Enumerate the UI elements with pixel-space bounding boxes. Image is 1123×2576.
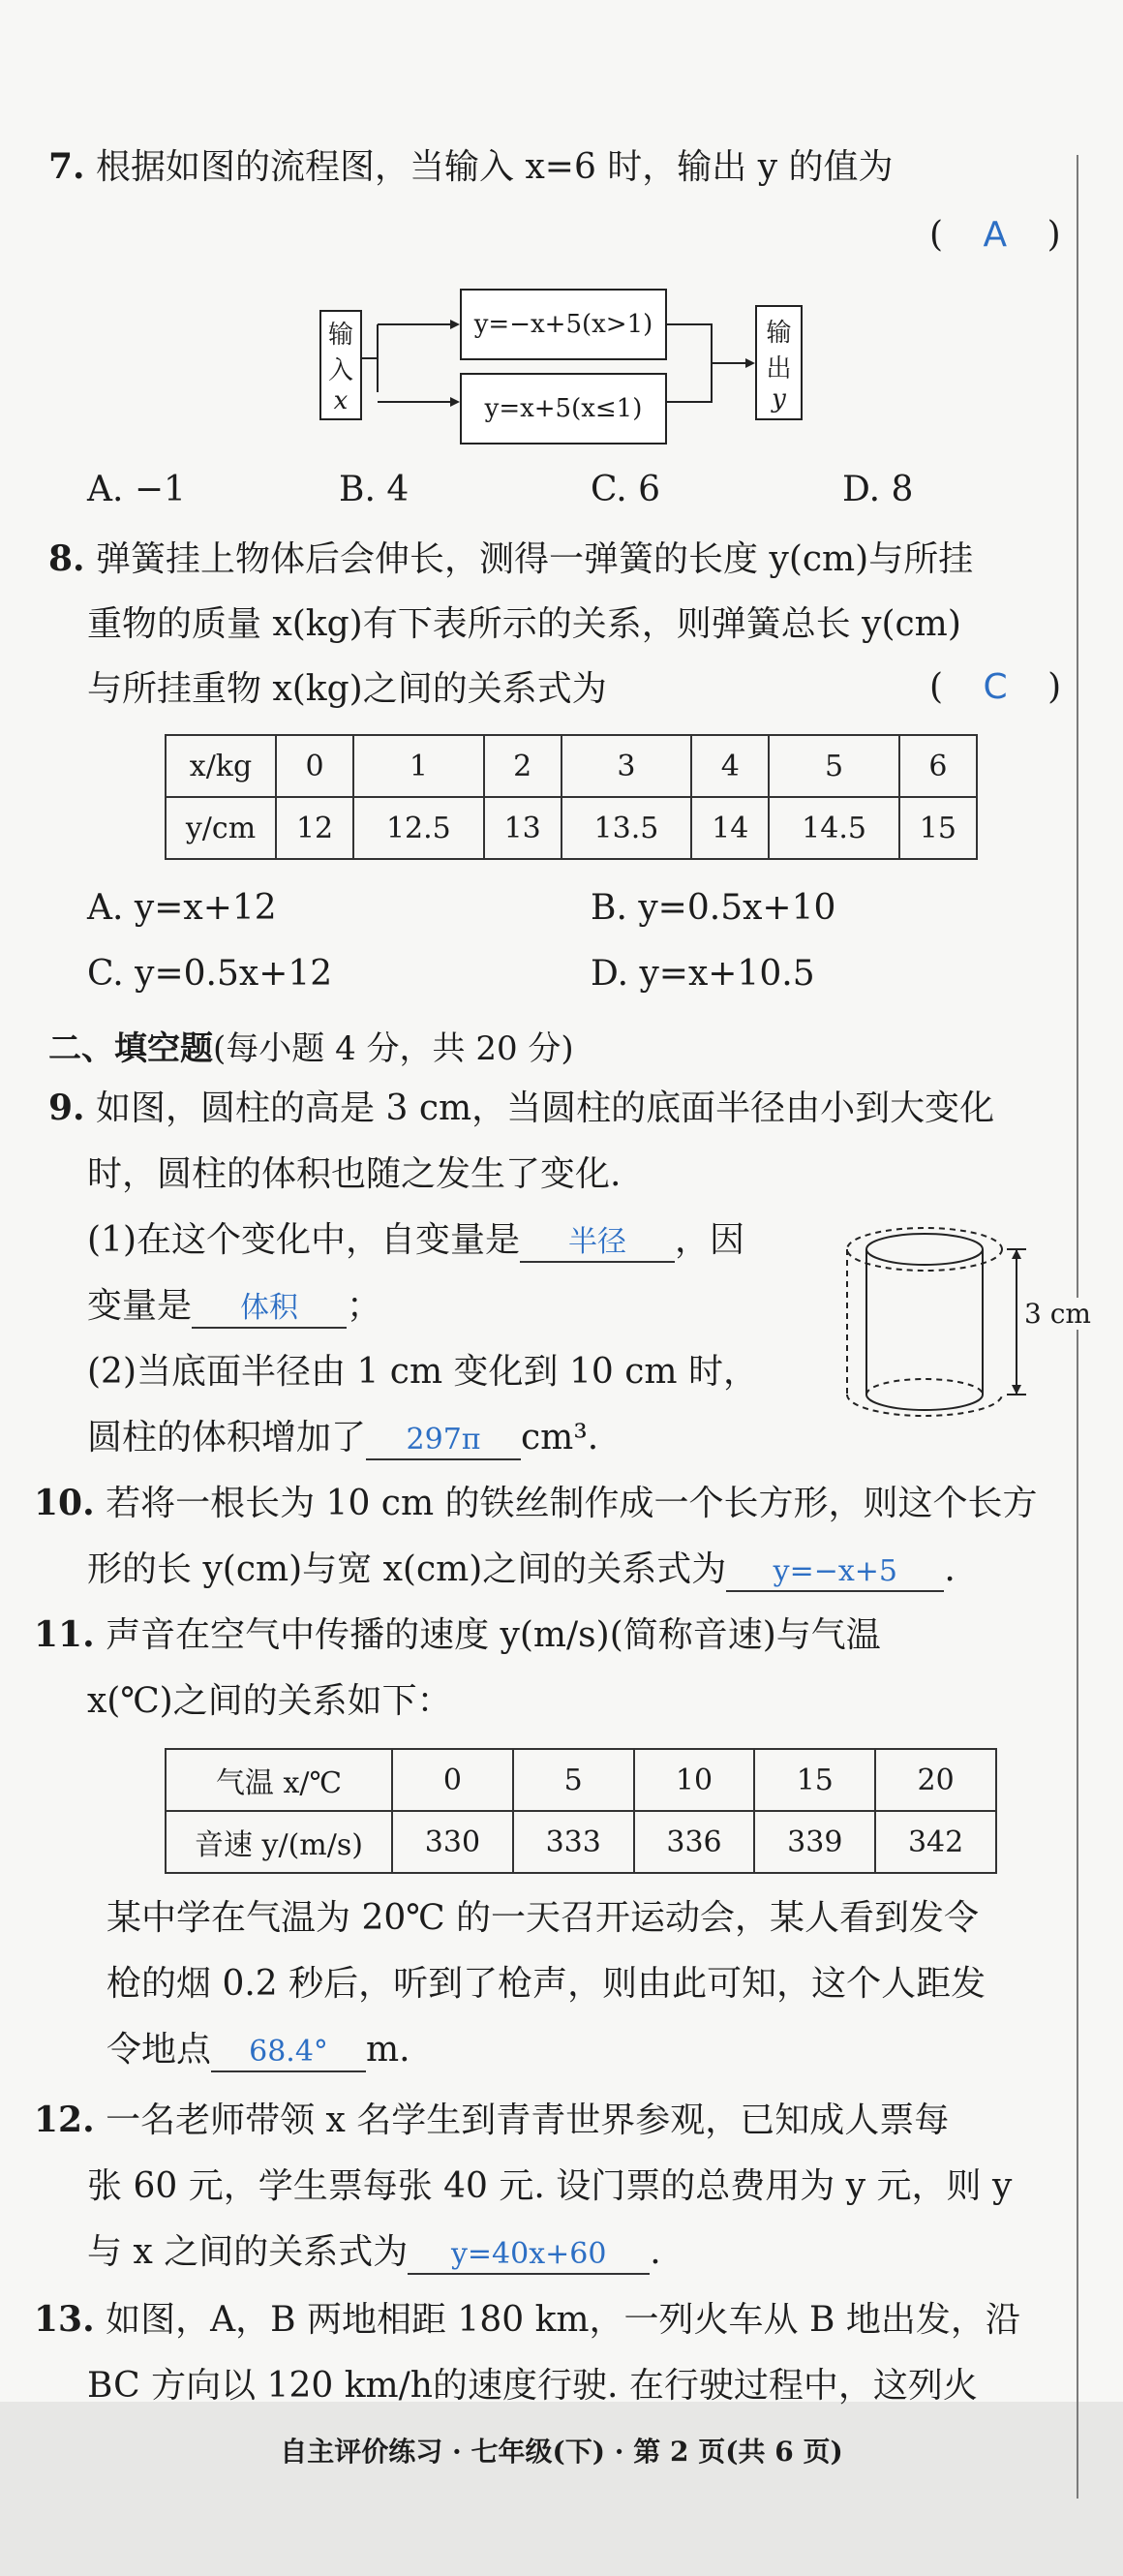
q8-close-paren: ): [1047, 667, 1062, 707]
q9-height-label: 3 cm: [1024, 1298, 1091, 1330]
q8-data-table: [165, 734, 978, 860]
q9-text-4b: ；: [347, 1286, 382, 1326]
q7-text: 根据如图的流程图，当输入 x=6 时，输出 y 的值为: [96, 147, 894, 187]
q10-number: 10.: [34, 1483, 95, 1523]
arrowhead: [1012, 1385, 1021, 1395]
flow-output-var: y: [772, 383, 786, 414]
q8-line3: 与所挂重物 x(kg)之间的关系式为: [87, 669, 607, 709]
arrowhead: [450, 320, 460, 329]
q8-option-c: C. y=0.5x+12: [87, 954, 333, 994]
flow-box-top-text: y=−x+5(x>1): [473, 310, 653, 339]
q11-line1: [34, 1613, 881, 1657]
q9-cylinder-figure: [828, 1211, 1050, 1433]
arrowhead: [745, 358, 755, 368]
table-cell: 13: [484, 797, 562, 859]
table-cell: 20: [875, 1749, 996, 1811]
flow-input-var: x: [333, 386, 349, 415]
table-cell: 5: [513, 1749, 634, 1811]
q9-number: 9.: [48, 1088, 85, 1128]
q11-text-5a: 令地点: [106, 2030, 212, 2070]
cylinder-top: [866, 1234, 983, 1265]
table-cell: 2: [484, 735, 562, 797]
q8-answer-bracket: [929, 667, 1061, 707]
section-fill-in-blank: [48, 1022, 574, 1069]
table-head-cell: 音速 y/(m/s): [166, 1811, 392, 1873]
table-row: [166, 797, 977, 859]
q9-line4: [87, 1284, 381, 1329]
cylinder-outer-bottom: [847, 1395, 1002, 1416]
q9-text-6a: 圆柱的体积增加了: [87, 1418, 367, 1457]
arrowhead: [1012, 1249, 1021, 1259]
table-cell: 330: [392, 1811, 513, 1873]
table-cell: 4: [691, 735, 769, 797]
q7-stem: [48, 145, 894, 189]
q8-line1: [48, 537, 973, 581]
q12-blank: y=40x+60: [408, 2236, 650, 2275]
q11-line2: x(℃)之间的关系如下：: [87, 1681, 452, 1721]
q9-text-1: 如图，圆柱的高是 3 cm，当圆柱的底面半径由小到大变化: [96, 1089, 995, 1128]
table-cell: 10: [634, 1749, 755, 1811]
table-row: [166, 735, 977, 797]
q12-line1: [34, 2099, 949, 2142]
q11-data-table: [165, 1748, 997, 1874]
q8-option-a: A. y=x+12: [87, 888, 277, 928]
table-cell: 6: [899, 735, 977, 797]
q11-text-1: 声音在空气中传播的速度 y(m/s)(简称音速)与气温: [106, 1615, 881, 1655]
q7-option-d: D. 8: [842, 470, 914, 509]
table-cell: 0: [276, 735, 353, 797]
q7-answer-bracket: [929, 215, 1061, 255]
flow-box-bottom-text: y=x+5(x≤1): [484, 394, 643, 423]
flow-input-char: 入: [327, 356, 353, 385]
q7-option-a: A. −1: [87, 470, 186, 509]
cylinder-bottom-front: [866, 1395, 983, 1410]
table-cell: 14: [691, 797, 769, 859]
flow-merge-lines: [663, 324, 712, 402]
q9-blank-1: 半径: [520, 1224, 675, 1263]
q10-text-2a: 形的长 y(cm)与宽 x(cm)之间的关系式为: [87, 1549, 727, 1589]
table-row: [166, 1811, 996, 1873]
q8-line2: 重物的质量 x(kg)有下表所示的关系，则弹簧总长 y(cm): [87, 604, 961, 644]
q8-option-d: D. y=x+10.5: [591, 954, 815, 994]
table-cell: 15: [899, 797, 977, 859]
q9-line6: [87, 1416, 598, 1460]
q12-line3: [87, 2230, 661, 2275]
q9-blank-3: 297π: [366, 1422, 521, 1460]
table-cell: 333: [513, 1811, 634, 1873]
q12-line2: 张 60 元，学生票每张 40 元. 设门票的总费用为 y 元，则 y: [87, 2166, 1013, 2206]
q10-text-2b: .: [944, 1549, 956, 1589]
q9-line3: [87, 1218, 744, 1263]
q12-text-3b: .: [650, 2232, 661, 2272]
q12-text-1: 一名老师带领 x 名学生到青青世界参观，已知成人票每: [106, 2101, 950, 2140]
q10-text-1: 若将一根长为 10 cm 的铁丝制作成一个长方形，则这个长方: [106, 1484, 1038, 1523]
table-cell: 336: [634, 1811, 755, 1873]
q8-option-b: B. y=0.5x+10: [591, 888, 836, 928]
q13-line1: [34, 2298, 1020, 2342]
q11-line5: [106, 2028, 410, 2072]
q11-number: 11.: [34, 1614, 95, 1655]
q7-answer: A: [983, 215, 1008, 255]
footer-band: [0, 2402, 1123, 2576]
table-head-cell: 气温 x/℃: [166, 1749, 392, 1811]
table-cell: 5: [769, 735, 898, 797]
table-head-cell: y/cm: [166, 797, 276, 859]
q9-text-6b: cm³.: [521, 1418, 599, 1457]
table-cell: 12.5: [353, 797, 483, 859]
table-cell: 339: [754, 1811, 875, 1873]
table-cell: 1: [353, 735, 483, 797]
q9-line1: [48, 1087, 994, 1130]
q8-number: 8.: [48, 538, 85, 579]
q7-open-paren: (: [929, 215, 944, 255]
flow-input-box: [319, 310, 362, 420]
q12-number: 12.: [34, 2100, 95, 2140]
q10-line2: [87, 1548, 956, 1592]
q11-text-5b: m.: [366, 2030, 410, 2070]
q13-number: 13.: [34, 2299, 95, 2340]
q11-blank: 68.4°: [211, 2034, 366, 2072]
q13-text-1: 如图，A，B 两地相距 180 km，一列火车从 B 地出发，沿: [106, 2300, 1020, 2340]
q11-line4: 枪的烟 0.2 秒后，听到了枪声，则由此可知，这个人距发: [106, 1964, 986, 2004]
table-cell: 14.5: [769, 797, 898, 859]
table-cell: 0: [392, 1749, 513, 1811]
q8-open-paren: (: [929, 667, 944, 707]
arrowhead: [450, 397, 460, 407]
q9-line2: 时，圆柱的体积也随之发生了变化.: [87, 1154, 622, 1194]
q9-text-4a: 变量是: [87, 1286, 193, 1326]
q11-line3: 某中学在气温为 20℃ 的一天召开运动会，某人看到发令: [106, 1898, 979, 1938]
q13-line2: BC 方向以 120 km/h的速度行驶. 在行驶过程中，这列火: [87, 2366, 978, 2406]
q9-line5: (2)当底面半径由 1 cm 变化到 10 cm 时，: [87, 1352, 758, 1392]
q7-close-paren: ): [1047, 215, 1061, 255]
q9-blank-2: 体积: [192, 1290, 347, 1329]
q9-text-3a: (1)在这个变化中，自变量是: [87, 1220, 520, 1260]
page-footer: 自主评价练习 · 七年级(下) · 第 2 页(共 6 页): [280, 2436, 843, 2468]
table-head-cell: x/kg: [166, 735, 276, 797]
q7-number: 7.: [48, 146, 85, 187]
table-row: [166, 1749, 996, 1811]
table-cell: 342: [875, 1811, 996, 1873]
cylinder-bottom-back: [866, 1379, 983, 1395]
flow-output-char: 输: [766, 318, 792, 348]
section-title: 二、填空题: [48, 1029, 213, 1068]
table-cell: 13.5: [562, 797, 691, 859]
flow-box-top: [460, 289, 667, 360]
flow-output-char: 出: [766, 353, 792, 383]
table-cell: 15: [754, 1749, 875, 1811]
flow-input-char: 输: [327, 321, 353, 350]
flow-box-bottom: [460, 373, 667, 445]
q10-blank: y=−x+5: [726, 1553, 944, 1592]
table-cell: 12: [276, 797, 353, 859]
q12-text-3a: 与 x 之间的关系式为: [87, 2232, 409, 2272]
q10-line1: [34, 1482, 1038, 1525]
section-subtitle: (每小题 4 分，共 20 分): [213, 1029, 574, 1068]
q7-option-c: C. 6: [591, 470, 661, 509]
flow-output-box: [755, 305, 803, 420]
table-cell: 3: [562, 735, 691, 797]
q8-text-1: 弹簧挂上物体后会伸长，测得一弹簧的长度 y(cm)与所挂: [96, 539, 974, 579]
q8-answer: C: [983, 667, 1008, 707]
q7-option-b: B. 4: [339, 470, 410, 509]
q9-text-3b: ，因: [675, 1220, 745, 1260]
